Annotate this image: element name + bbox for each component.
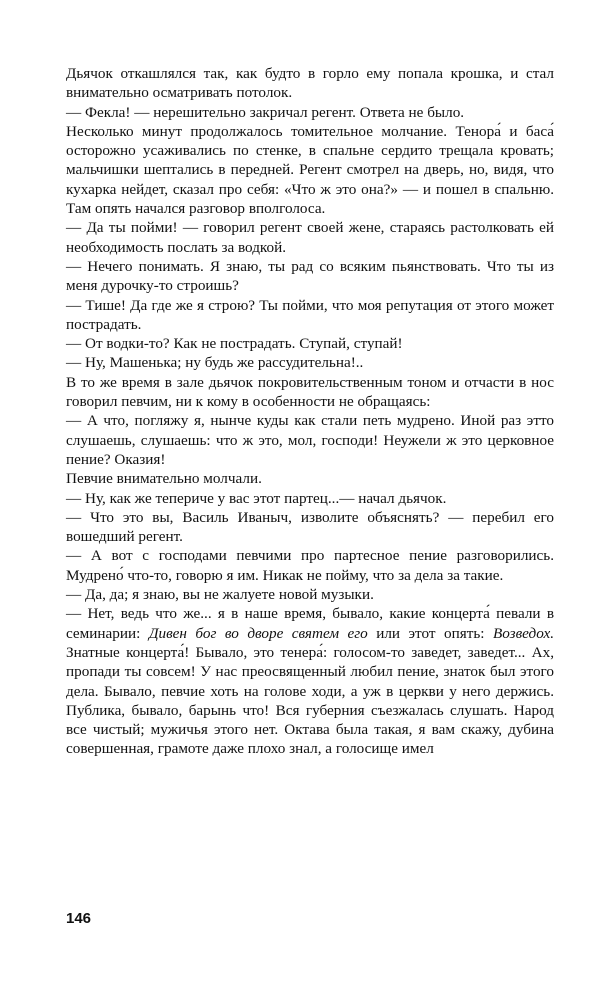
paragraph: — А что, погляжу я, нынче куды как стали петь мудрено. Иной раз этто слушаешь, слушаешь: что ж это, мол, господи! Неужели ж это церковное пение? Оказия! bbox=[66, 412, 554, 468]
paragraph: — Фекла! — нерешительно закричал регент. Ответа не было. bbox=[66, 103, 465, 121]
paragraph: — Ну, Машенька; ну будь же рассудительна!.. bbox=[66, 354, 364, 372]
page-number: 146 bbox=[66, 910, 92, 927]
paragraph: — Да, да; я знаю, вы не жалуете новой музыки. bbox=[66, 586, 374, 604]
paragraph: Певчие внимательно молчали. bbox=[66, 470, 262, 488]
paragraph-last bbox=[66, 604, 554, 758]
text-run: Знатные концерта́! Бывало, это тенера́: голосом-то заведет, заведет... Ах, пропади ты совсем! У нас преосвященный любил пение, знаток был этого дела. Бывало, певчие хоть на голове ходи, а уж в церкви у него держись. Публика, бывало, барынь что! Вся губерния съезжалась слушать. Народ все чистый; мужичья этого нет. Октава была такая, я вам скажу, дубина совершенная, грамоте даже плохо знал, а голосище имел bbox=[66, 643, 554, 758]
paragraph: — Ну, как же тепериче у вас этот партец...— начал дьячок. bbox=[66, 489, 447, 507]
paragraph: — Что это вы, Василь Иваныч, изволите объяснять? — перебил его вошедший регент. bbox=[66, 508, 554, 546]
paragraph: Несколько минут продолжалось томительное молчание. Тенора́ и баса́ осторожно усаживались по стенке, в спальне сердито трещала кровать; мальчишки шептались в передней. Регент смотрел на дверь, но, видя, что кухарка нейдет, сказал про себя: «Что ж это она?» — и пошел в спальню. Там опять начался разговор вполголоса. bbox=[66, 122, 554, 218]
body-text bbox=[66, 64, 554, 759]
text-run: или этот опять: bbox=[367, 624, 493, 642]
paragraph: — А вот с господами певчими про партесное пение разговорились. Мудрено́ что-то, говорю я им. Никак не пойму, что за дела за такие. bbox=[66, 547, 554, 584]
italic-title: Дивен бог во дворе святем его bbox=[148, 624, 368, 642]
text-run: — Нет, ведь что же... я в наше время, бывало, какие концерта́ певали в семинарии: bbox=[66, 605, 554, 642]
paragraph: В то же время в зале дьячок покровительственным тоном и отчасти в нос говорил певчим, ни к кому в особенности не обращаясь: bbox=[66, 373, 554, 411]
italic-title: Возведох. bbox=[492, 624, 555, 642]
paragraph: — От водки-то? Как не пострадать. Ступай, ступай! bbox=[66, 335, 403, 353]
paragraph: Дьячок откашлялся так, как будто в горло ему попала крошка, и стал внимательно осматривать потолок. bbox=[66, 65, 554, 102]
paragraph: — Да ты пойми! — говорил регент своей жене, стараясь растолковать ей необходимость послать за водкой. bbox=[66, 219, 554, 256]
paragraph: — Тише! Да где же я строю? Ты пойми, что моя репутация от этого может пострадать. bbox=[66, 296, 554, 333]
paragraph: — Нечего понимать. Я знаю, ты рад со всяким пьянствовать. Что ты из меня дурочку-то строишь? bbox=[66, 257, 554, 295]
